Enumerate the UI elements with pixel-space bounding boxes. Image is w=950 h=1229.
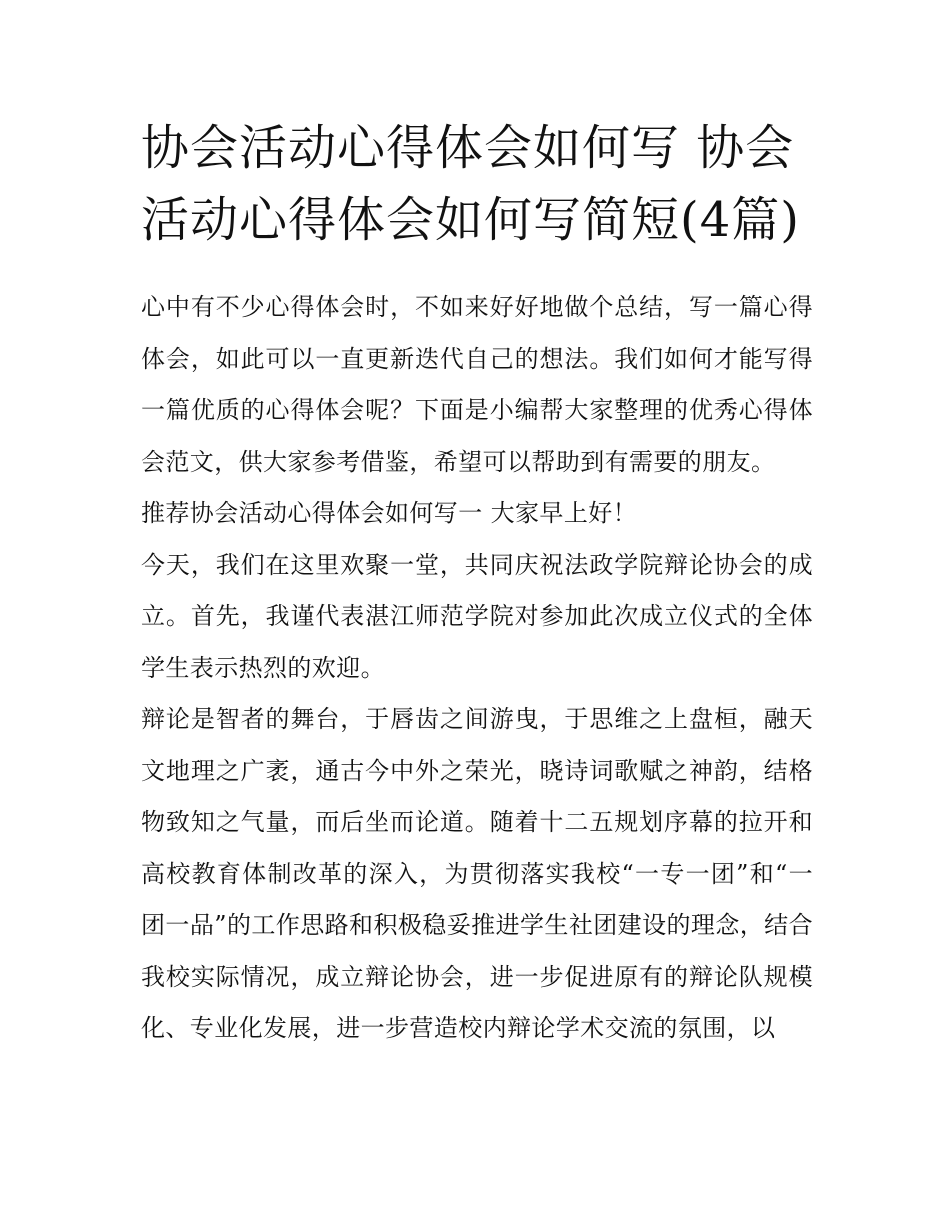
document-body <box>141 282 813 1055</box>
document-title: 协会活动心得体会如何写 协会活动心得体会如何写简短(4篇) <box>141 120 800 248</box>
document-page <box>141 112 813 1055</box>
paragraph-welcome: 今天，我们在这里欢聚一堂，共同庆祝法政学院辩论协会的成立。首先，我谨代表湛江师范学院对参加此次成立仪式的全体学生表示热烈的欢迎。 <box>141 550 813 682</box>
paragraph-greeting: 推荐协会活动心得体会如何写一 大家早上好！ <box>141 499 638 527</box>
paragraph-debate: 辩论是智者的舞台，于唇齿之间游曳，于思维之上盘桓，融天文地理之广袤，通古今中外之荣光，晓诗词歌赋之神韵，结格物致知之气量，而后坐而论道。随着十二五规划序幕的拉开和高校教育体制改革的深入，为贯彻落实我校“一专一团”和“一团一品”的工作思路和积极稳妥推进学生社团建设的理念，结合我校实际情况，成立辩论协会，进一步促进原有的辩论队规模化、专业化发展，进一步营造校内辩论学术交流的氛围，以 <box>141 705 813 1042</box>
paragraph-intro: 心中有不少心得体会时，不如来好好地做个总结，写一篇心得体会，如此可以一直更新迭代自己的想法。我们如何才能写得一篇优质的心得体会呢？下面是小编帮大家整理的优秀心得体会范文，供大家参考借鉴，希望可以帮助到有需要的朋友。 <box>141 293 813 476</box>
